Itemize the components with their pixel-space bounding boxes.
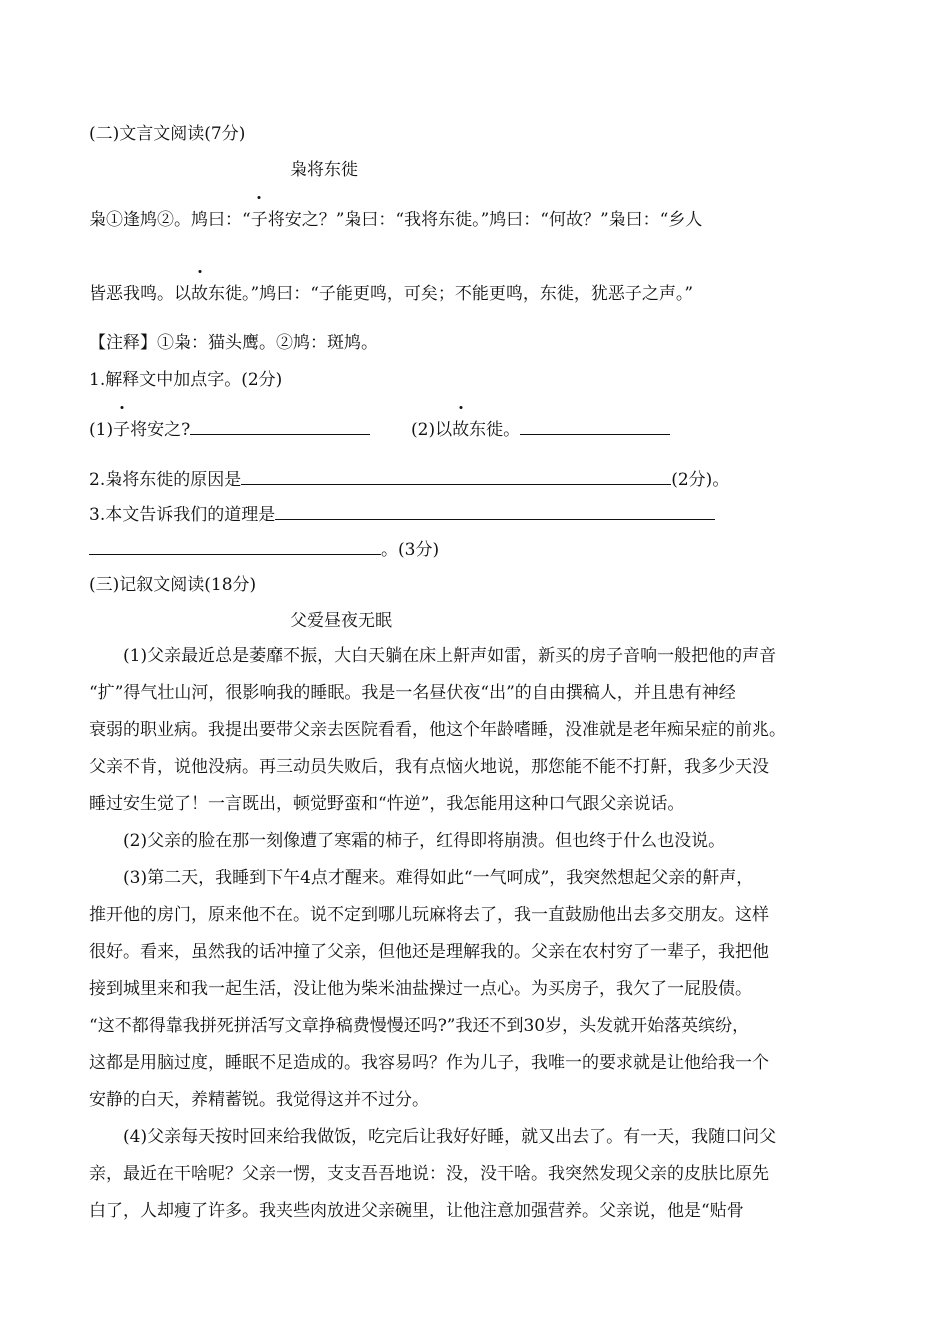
paragraph-1-line-3: 衰弱的职业病。我提出要带父亲去医院看看，他这个年龄嗜睡，没准就是老年痴呆症的前兆。 [89,720,786,740]
text-segment: 枭①逢鸠②。鸠曰：“ [89,210,251,230]
paragraph-4-line-3: 白了，人却瘦了许多。我夹些肉放进父亲碗里，让他注意加强营养。父亲说，他是“贴骨 [89,1201,744,1221]
paragraph-3-line-7: 安静的白天，养精蓄锐。我觉得这并不过分。 [89,1090,429,1110]
text-segment: 将安之？”枭曰：“我将东徙。”鸠曰：“何故？”枭曰：“乡人 [267,210,703,230]
classical-text-line-1 [89,205,702,230]
text-segment: 。(3分) [381,540,440,560]
paragraph-3-line-6: 这都是用脑过度，睡眠不足造成的。我容易吗？作为儿子，我唯一的要求就是让他给我一个 [89,1053,769,1073]
question-3-continued [89,535,439,560]
answer-blank[interactable] [275,503,715,520]
annotation-note: 【注释】①枭：猫头鹰。②鸠：斑鸠。 [89,333,378,353]
paragraph-2-line-1: (2)父亲的脸在那一刻像遭了寒霜的柿子，红得即将崩溃。但也终于什么也没说。 [123,831,726,851]
text-segment: 东徙。”鸠曰：“子能更鸣，可矣；不能更鸣，东徙，犹恶子之声。” [208,284,694,304]
text-segment: 将安之? [130,420,191,440]
paragraph-3-line-1: (3)第二天，我睡到下午4点才醒来。难得如此“一气呵成”，我突然想起父亲的鼾声， [123,868,754,888]
question-2 [89,465,729,490]
text-segment: (2)以 [411,420,453,440]
section-heading-narrative: (三)记叙文阅读(18分) [89,575,257,595]
dotted-char: 子 [113,415,130,440]
text-segment: (2分)。 [671,470,730,490]
answer-blank[interactable] [241,468,671,485]
paragraph-3-line-4: 接到城里来和我一起生活，没让他为柴米油盐操过一点心。为买房子，我欠了一屁股债。 [89,979,752,999]
classical-text-line-2 [89,279,693,304]
answer-blank[interactable] [520,418,670,435]
question-3 [89,500,715,525]
paragraph-4-line-2: 亲，最近在干啥呢？父亲一愣，支支吾吾地说：没，没干啥。我突然发现父亲的皮肤比原先 [89,1164,769,1184]
text-segment: 2.枭将东徙的原因是 [89,470,242,490]
paragraph-1-line-4: 父亲不肯，说他没病。再三动员失败后，我有点恼火地说，那您能不能不打鼾，我多少天没 [89,757,769,777]
text-segment: (1) [89,420,114,440]
answer-blank[interactable] [89,538,381,555]
text-segment: 3.本文告诉我们的道理是 [89,505,276,525]
dotted-char: 子 [251,205,268,230]
dotted-char: 故 [452,415,469,440]
paragraph-1-line-1: (1)父亲最近总是萎靡不振，大白天躺在床上鼾声如雷，新买的房子音响一般把他的声音 [123,646,777,666]
paragraph-1-line-5: 睡过安生觉了！一言既出，顿觉野蛮和“忤逆”，我怎能用这种口气跟父亲说话。 [89,794,685,814]
text-segment: 东徙。 [469,420,521,440]
paragraph-4-line-1: (4)父亲每天按时回来给我做饭，吃完后让我好好睡，就又出去了。有一天，我随口问父 [123,1127,777,1147]
paragraph-3-line-3: 很好。看来，虽然我的话冲撞了父亲，但他还是理解我的。父亲在农村穷了一辈子，我把他 [89,942,769,962]
paragraph-1-line-2: “扩”得气壮山河，很影响我的睡眠。我是一名昼伏夜“出”的自由撰稿人，并且患有神经 [89,683,736,703]
paragraph-3-line-5: “这不都得靠我拼死拼活写文章挣稿费慢慢还吗?”我还不到30岁，头发就开始落英缤纷， [89,1016,750,1036]
dotted-char: 故 [191,279,208,304]
paragraph-3-line-2: 推开他的房门，原来他不在。说不定到哪儿玩麻将去了，我一直鼓励他出去多交朋友。这样 [89,905,769,925]
section-heading-classical: (二)文言文阅读(7分) [89,124,246,144]
question-1: 1.解释文中加点字。(2分) [89,370,283,390]
narrative-title: 父爱昼夜无眠 [290,611,392,631]
text-segment: 皆恶我鸣。以 [89,284,191,304]
classical-title: 枭将东徙 [290,160,358,180]
answer-blank[interactable] [190,418,370,435]
question-1-items [89,415,670,440]
